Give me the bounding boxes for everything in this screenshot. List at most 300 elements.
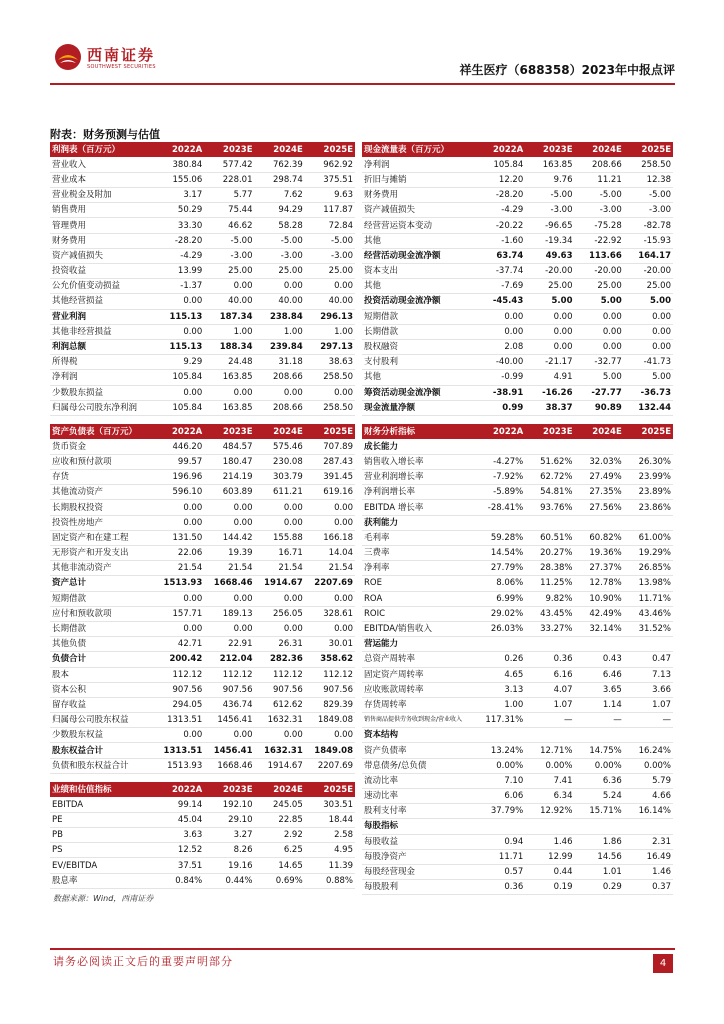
cell-value: -28.20	[476, 188, 525, 203]
cell-value: 1.00	[305, 324, 355, 339]
cell-value: 0.00	[255, 591, 305, 606]
row-label: 经营活动现金流净额	[362, 248, 476, 263]
cell-value: 196.96	[154, 470, 204, 485]
cell-value: 60.82%	[575, 530, 624, 545]
cell-value: 37.51	[154, 858, 204, 873]
table-row	[50, 233, 355, 248]
cell-value: 3.27	[204, 828, 254, 843]
cell-value: 43.45%	[525, 606, 574, 621]
cell-value: 1.00	[255, 324, 305, 339]
financial-analysis-table	[362, 424, 673, 895]
cell-value: 0.00	[305, 621, 355, 636]
cell-value: -19.34	[525, 233, 574, 248]
row-label: 营业收入	[50, 157, 154, 172]
cell-value	[624, 819, 673, 834]
cell-value	[476, 637, 525, 652]
table-row	[362, 339, 673, 354]
row-label: 经营营运资本变动	[362, 218, 476, 233]
cell-value: 1.86	[575, 834, 624, 849]
cell-value: 762.39	[255, 157, 305, 172]
table-row	[362, 294, 673, 309]
table-row	[50, 400, 355, 415]
row-label: 资产总计	[50, 576, 154, 591]
header-divider	[50, 83, 675, 85]
row-label: 货币资金	[50, 439, 154, 454]
table-row	[362, 667, 673, 682]
cell-value: 6.99%	[476, 591, 525, 606]
table-row	[50, 203, 355, 218]
cell-value: 0.00	[255, 728, 305, 743]
row-label: 获利能力	[362, 515, 476, 530]
cell-value: 0.00	[624, 339, 673, 354]
cell-value: 14.75%	[575, 743, 624, 758]
cell-value: 6.25	[255, 843, 305, 858]
cell-value: 12.92%	[525, 804, 574, 819]
row-label: 归属母公司股东权益	[50, 713, 154, 728]
cell-value: 75.44	[204, 203, 254, 218]
cell-value: 0.00%	[575, 758, 624, 773]
year-header: 2022A	[476, 424, 525, 439]
table-row	[50, 218, 355, 233]
cell-value: 5.00	[525, 294, 574, 309]
row-label: 长期借款	[50, 621, 154, 636]
cell-value: 27.37%	[575, 561, 624, 576]
cell-value: 28.38%	[525, 561, 574, 576]
cell-value: 59.28%	[476, 530, 525, 545]
table-row	[362, 880, 673, 895]
row-label: 长期借款	[362, 324, 476, 339]
cell-value: 0.00%	[624, 758, 673, 773]
row-label: 应收账款周转率	[362, 682, 476, 697]
swsc-logo-icon	[54, 43, 82, 71]
table-row	[362, 172, 673, 187]
table-row	[362, 500, 673, 515]
cell-value: 105.84	[154, 400, 204, 415]
year-header: 2025E	[305, 782, 355, 797]
cell-value: 11.39	[305, 858, 355, 873]
row-label: 财务费用	[50, 233, 154, 248]
row-label: 其他非经营损益	[50, 324, 154, 339]
table-row	[362, 264, 673, 279]
cell-value: -5.00	[575, 188, 624, 203]
table-row	[362, 758, 673, 773]
year-header: 2024E	[575, 424, 624, 439]
cell-value: 7.62	[255, 188, 305, 203]
cell-value: 15.71%	[575, 804, 624, 819]
table-row	[50, 385, 355, 400]
cell-value: 6.06	[476, 789, 525, 804]
cell-value: 16.71	[255, 546, 305, 561]
cell-value: 1313.51	[154, 743, 204, 758]
cell-value: 9.82%	[525, 591, 574, 606]
table-row	[362, 530, 673, 545]
year-header: 2025E	[305, 424, 355, 439]
cell-value: 962.92	[305, 157, 355, 172]
cell-value: 7.13	[624, 667, 673, 682]
cell-value: -28.20	[154, 233, 204, 248]
cell-value: -3.00	[575, 203, 624, 218]
cell-value: 612.62	[255, 697, 305, 712]
cell-value: 358.62	[305, 652, 355, 667]
cell-value: 0.26	[476, 652, 525, 667]
cell-value: 0.00	[255, 515, 305, 530]
cash-flow-table	[362, 142, 673, 416]
cell-value: 4.07	[525, 682, 574, 697]
cell-value: 0.37	[624, 880, 673, 895]
cell-value: 115.13	[154, 339, 204, 354]
cell-value: 31.52%	[624, 621, 673, 636]
row-label: 其他经营损益	[50, 294, 154, 309]
table-row	[362, 576, 673, 591]
cell-value: 1632.31	[255, 743, 305, 758]
cell-value: 287.43	[305, 454, 355, 469]
row-label: 折旧与摊销	[362, 172, 476, 187]
cell-value: 46.62	[204, 218, 254, 233]
cell-value: -96.65	[525, 218, 574, 233]
cell-value: 436.74	[204, 697, 254, 712]
table-row	[362, 773, 673, 788]
cell-value: 0.69%	[255, 873, 305, 888]
cell-value: 51.62%	[525, 454, 574, 469]
table-row	[362, 546, 673, 561]
cell-value: 303.51	[305, 797, 355, 812]
row-label: 其他	[362, 370, 476, 385]
year-header: 2022A	[154, 782, 204, 797]
table-row	[362, 279, 673, 294]
table-row	[362, 233, 673, 248]
cell-value: 3.63	[154, 828, 204, 843]
cell-value: 282.36	[255, 652, 305, 667]
cell-value: 14.56	[575, 849, 624, 864]
cell-value: -22.92	[575, 233, 624, 248]
cell-value: 50.29	[154, 203, 204, 218]
cell-value: 5.77	[204, 188, 254, 203]
cell-value: 9.29	[154, 355, 204, 370]
cell-value: 180.47	[204, 454, 254, 469]
cell-value: 0.00	[255, 385, 305, 400]
cell-value: 16.49	[624, 849, 673, 864]
row-label: ROE	[362, 576, 476, 591]
cell-value: -4.29	[476, 203, 525, 218]
row-label: EBITDA/销售收入	[362, 621, 476, 636]
row-label: 无形资产和开发支出	[50, 546, 154, 561]
row-label: 投资收益	[50, 264, 154, 279]
row-label: 投资活动现金流净额	[362, 294, 476, 309]
row-label: 毛利率	[362, 530, 476, 545]
row-label: 应付和预收款项	[50, 606, 154, 621]
cell-value: 13.98%	[624, 576, 673, 591]
row-label: PS	[50, 843, 154, 858]
cell-value: -1.37	[154, 279, 204, 294]
row-label: 公允价值变动损益	[50, 279, 154, 294]
cell-value: 0.00	[154, 385, 204, 400]
cell-value: 117.87	[305, 203, 355, 218]
row-label: 利润总额	[50, 339, 154, 354]
table-row	[50, 728, 355, 743]
cell-value: 0.00	[624, 324, 673, 339]
cell-value: 0.29	[575, 880, 624, 895]
appendix-title: 附表：财务预测与估值	[50, 128, 160, 141]
row-label: 营业成本	[50, 172, 154, 187]
cell-value: 0.00	[305, 728, 355, 743]
table-row	[50, 697, 355, 712]
table-row	[362, 355, 673, 370]
row-label: 资产减值损失	[362, 203, 476, 218]
row-label: 资本支出	[362, 264, 476, 279]
table-header-row	[50, 782, 355, 797]
table-row	[362, 385, 673, 400]
cell-value: 1.01	[575, 864, 624, 879]
table-row	[50, 370, 355, 385]
table-row	[50, 339, 355, 354]
table-row	[362, 400, 673, 415]
cell-value: 212.04	[204, 652, 254, 667]
cell-value: -1.60	[476, 233, 525, 248]
cell-value: 6.46	[575, 667, 624, 682]
cell-value: 0.84%	[154, 873, 204, 888]
cell-value: 192.10	[204, 797, 254, 812]
table-title: 利润表（百万元）	[50, 142, 154, 157]
cell-value: 25.00	[204, 264, 254, 279]
cell-value: 0.00	[154, 324, 204, 339]
cell-value	[525, 728, 574, 743]
row-label: 每股净资产	[362, 849, 476, 864]
cell-value: 0.00	[154, 294, 204, 309]
cell-value: 112.12	[305, 667, 355, 682]
table-row	[50, 157, 355, 172]
cell-value: 245.05	[255, 797, 305, 812]
cell-value: 230.08	[255, 454, 305, 469]
cell-value: 907.56	[154, 682, 204, 697]
cell-value: 328.61	[305, 606, 355, 621]
cell-value: 10.90%	[575, 591, 624, 606]
cell-value: 208.66	[255, 370, 305, 385]
table-row	[362, 561, 673, 576]
row-label: 所得税	[50, 355, 154, 370]
cell-value: 2207.69	[305, 576, 355, 591]
cell-value: 8.06%	[476, 576, 525, 591]
cell-value	[575, 515, 624, 530]
cell-value: 907.56	[204, 682, 254, 697]
cell-value: 29.10	[204, 812, 254, 827]
table-row	[362, 864, 673, 879]
cell-value: 11.71%	[624, 591, 673, 606]
row-label: 其他负债	[50, 637, 154, 652]
row-label: 净利润	[50, 370, 154, 385]
cell-value: 40.00	[305, 294, 355, 309]
cell-value: 0.00	[204, 500, 254, 515]
cell-value: 19.39	[204, 546, 254, 561]
cell-value: -3.00	[525, 203, 574, 218]
cell-value: 16.24%	[624, 743, 673, 758]
cell-value: 0.00	[525, 324, 574, 339]
cell-value: 1.46	[525, 834, 574, 849]
table-row	[50, 546, 355, 561]
cell-value: 907.56	[255, 682, 305, 697]
year-header: 2024E	[255, 142, 305, 157]
cell-value: 29.02%	[476, 606, 525, 621]
cell-value: 21.54	[154, 561, 204, 576]
cell-value: 5.00	[624, 294, 673, 309]
cell-value: 33.27%	[525, 621, 574, 636]
cell-value: 12.78%	[575, 576, 624, 591]
cell-value: 0.00	[154, 621, 204, 636]
cell-value: 5.24	[575, 789, 624, 804]
cell-value: -4.29	[154, 248, 204, 263]
cell-value: 208.66	[255, 400, 305, 415]
table-row	[50, 248, 355, 263]
row-label: 其他	[362, 279, 476, 294]
cell-value: 0.88%	[305, 873, 355, 888]
cell-value: -75.28	[575, 218, 624, 233]
cell-value: 9.76	[525, 172, 574, 187]
year-header: 2023E	[204, 424, 254, 439]
data-source-note: 数据来源：Wind，西南证券	[53, 894, 154, 903]
cell-value: 33.30	[154, 218, 204, 233]
cell-value: 1.46	[624, 864, 673, 879]
row-label: 负债合计	[50, 652, 154, 667]
cell-value: 3.66	[624, 682, 673, 697]
table-row	[50, 576, 355, 591]
cell-value: -3.00	[624, 203, 673, 218]
cell-value: 26.85%	[624, 561, 673, 576]
cell-value: 25.00	[305, 264, 355, 279]
table-row	[50, 591, 355, 606]
cell-value: 380.84	[154, 157, 204, 172]
cell-value: 829.39	[305, 697, 355, 712]
row-label: 存货	[50, 470, 154, 485]
cell-value: 5.00	[575, 370, 624, 385]
table-row	[362, 157, 673, 172]
row-label: 流动比率	[362, 773, 476, 788]
cell-value: 6.34	[525, 789, 574, 804]
table-header-row	[362, 424, 673, 439]
table-row	[50, 439, 355, 454]
row-label: 筹资活动现金流净额	[362, 385, 476, 400]
cell-value: 25.00	[255, 264, 305, 279]
row-label: 财务费用	[362, 188, 476, 203]
cell-value: 38.63	[305, 355, 355, 370]
cell-value: 90.89	[575, 400, 624, 415]
cell-value: 40.00	[255, 294, 305, 309]
cell-value: 619.16	[305, 485, 355, 500]
cell-value: 12.71%	[525, 743, 574, 758]
cell-value: -5.00	[305, 233, 355, 248]
row-label: 每股指标	[362, 819, 476, 834]
table-row	[362, 370, 673, 385]
row-label: 营运能力	[362, 637, 476, 652]
table-row	[362, 324, 673, 339]
cell-value: 4.65	[476, 667, 525, 682]
cell-value: 0.00%	[525, 758, 574, 773]
cell-value: -45.43	[476, 294, 525, 309]
cell-value: 1668.46	[204, 576, 254, 591]
cell-value: 208.66	[575, 157, 624, 172]
cell-value: 27.35%	[575, 485, 624, 500]
cell-value: 37.79%	[476, 804, 525, 819]
table-row	[362, 454, 673, 469]
table-row	[362, 652, 673, 667]
cell-value: -7.69	[476, 279, 525, 294]
cell-value: 163.85	[525, 157, 574, 172]
cell-value: 238.84	[255, 309, 305, 324]
cell-value: 1313.51	[154, 713, 204, 728]
cell-value	[525, 515, 574, 530]
cell-value: 0.00	[575, 324, 624, 339]
cell-value: 20.27%	[525, 546, 574, 561]
table-row	[50, 758, 355, 773]
row-label: 营业税金及附加	[50, 188, 154, 203]
table-row	[50, 743, 355, 758]
cell-value: 603.89	[204, 485, 254, 500]
cell-value: 22.91	[204, 637, 254, 652]
cell-value	[624, 515, 673, 530]
cell-value: 42.71	[154, 637, 204, 652]
cell-value: 200.42	[154, 652, 204, 667]
cell-value: -3.00	[255, 248, 305, 263]
row-label: EBITDA 增长率	[362, 500, 476, 515]
cell-value: 155.88	[255, 530, 305, 545]
cell-value: 63.74	[476, 248, 525, 263]
cell-value: -36.73	[624, 385, 673, 400]
cell-value: 6.36	[575, 773, 624, 788]
cell-value: 115.13	[154, 309, 204, 324]
row-label: ROA	[362, 591, 476, 606]
table-row	[50, 843, 355, 858]
cell-value: 6.16	[525, 667, 574, 682]
row-label: ROIC	[362, 606, 476, 621]
table-row	[362, 485, 673, 500]
cell-value: 0.00	[204, 515, 254, 530]
cell-value: -27.77	[575, 385, 624, 400]
table-row	[50, 637, 355, 652]
cell-value: 0.00	[305, 591, 355, 606]
cell-value: 9.63	[305, 188, 355, 203]
cell-value: 577.42	[204, 157, 254, 172]
disclaimer-text: 请务必阅读正文后的重要声明部分	[53, 955, 233, 968]
table-title: 财务分析指标	[362, 424, 476, 439]
cell-value: 14.04	[305, 546, 355, 561]
table-row	[362, 218, 673, 233]
cell-value: 0.99	[476, 400, 525, 415]
cell-value: 23.89%	[624, 485, 673, 500]
year-header: 2022A	[154, 424, 204, 439]
cell-value: 12.99	[525, 849, 574, 864]
row-label: 短期借款	[362, 309, 476, 324]
cell-value: -7.92%	[476, 470, 525, 485]
table-row	[50, 682, 355, 697]
cell-value: 1.07	[624, 697, 673, 712]
cell-value: 30.01	[305, 637, 355, 652]
cell-value: 0.44	[525, 864, 574, 879]
row-label: 短期借款	[50, 591, 154, 606]
cell-value: —	[525, 713, 574, 728]
cell-value: 40.00	[204, 294, 254, 309]
table-row	[362, 804, 673, 819]
row-label: 归属母公司股东净利润	[50, 400, 154, 415]
cell-value: 12.38	[624, 172, 673, 187]
cell-value: 163.85	[204, 370, 254, 385]
row-label: 投资性房地产	[50, 515, 154, 530]
cell-value: 23.86%	[624, 500, 673, 515]
row-label: 带息债务/总负债	[362, 758, 476, 773]
year-header: 2023E	[204, 782, 254, 797]
cell-value: 0.00	[525, 309, 574, 324]
table-row	[362, 470, 673, 485]
row-label: 股利支付率	[362, 804, 476, 819]
cell-value: 117.31%	[476, 713, 525, 728]
company-logo	[50, 40, 210, 76]
